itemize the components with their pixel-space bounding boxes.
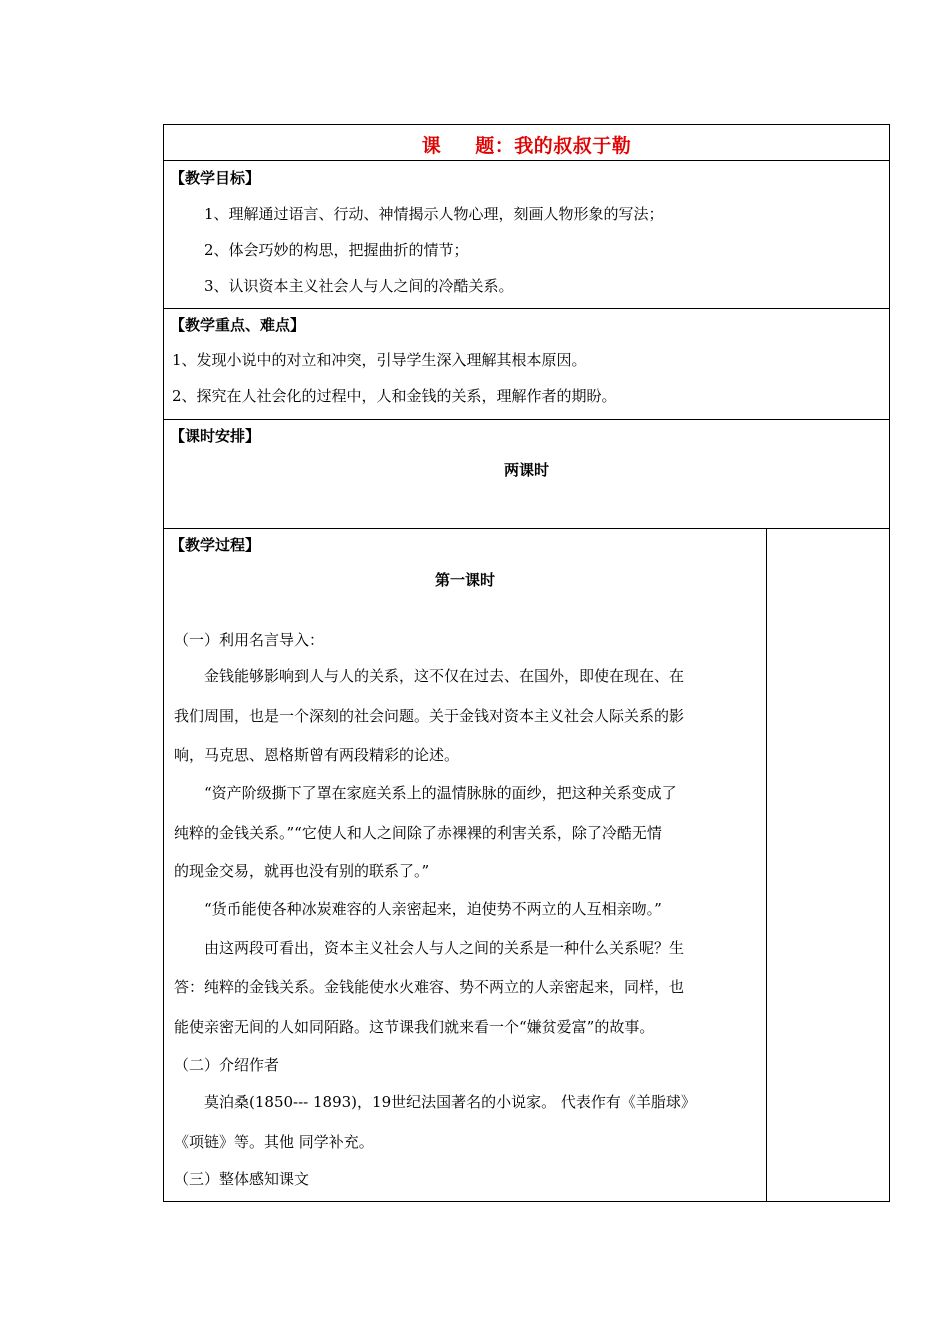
process-line: 我们周围，也是一个深刻的社会问题。关于金钱对资本主义社会人际关系的影 xyxy=(174,707,685,725)
process-line: 由这两段可看出，资本主义社会人与人之间的关系是一种什么关系呢？生 xyxy=(174,939,685,957)
process-line: 响，马克思、恩格斯曾有两段精彩的论述。 xyxy=(174,746,460,764)
process-line: 莫泊桑(1850--- 1893)，19世纪法国著名的小说家。 代表作有《羊脂球》 xyxy=(174,1093,696,1111)
process-line: 能使亲密无间的人如同陌路。这节课我们就来看一个“嫌贫爱富”的故事。 xyxy=(174,1018,655,1036)
session-title: 第一课时 xyxy=(434,571,495,589)
divider xyxy=(164,160,889,161)
process-line: 纯粹的金钱关系。”“它使人和人之间除了赤裸裸的利害关系，除了冷酷无情 xyxy=(174,824,662,842)
key-point-item: 1、发现小说中的对立和冲突，引导学生深入理解其根本原因。 xyxy=(172,351,587,369)
process-line: “资产阶级撕下了罩在家庭关系上的温情脉脉的面纱，把这种关系变成了 xyxy=(174,784,677,802)
process-line: （二）介绍作者 xyxy=(174,1056,280,1074)
process-line: （一）利用名言导入： xyxy=(174,631,325,649)
lesson-title xyxy=(164,131,889,158)
process-line: （三）整体感知课文 xyxy=(174,1170,310,1188)
divider xyxy=(164,528,889,529)
process-line: 《项链》等。其他 同学补充。 xyxy=(174,1133,374,1151)
divider xyxy=(164,419,889,420)
key-points-heading: 【教学重点、难点】 xyxy=(170,316,306,334)
key-point-item: 2、探究在人社会化的过程中，人和金钱的关系，理解作者的期盼。 xyxy=(172,387,617,405)
title-prefix: 课 xyxy=(421,135,442,157)
objective-item: 3、认识资本主义社会人与人之间的冷酷关系。 xyxy=(204,277,514,295)
process-line: “货币能使各种冰炭难容的人亲密起来，迫使势不两立的人互相亲吻。” xyxy=(174,900,662,918)
process-heading: 【教学过程】 xyxy=(170,536,261,554)
process-line: 的现金交易，就再也没有别的联系了。” xyxy=(174,862,430,880)
divider xyxy=(164,308,889,309)
column-divider xyxy=(766,528,767,1201)
process-line: 答：纯粹的金钱关系。金钱能使水火难容、势不两立的人亲密起来，同样，也 xyxy=(174,978,685,996)
objective-item: 2、体会巧妙的构思，把握曲折的情节； xyxy=(204,241,469,259)
title-suffix: 题：我的叔叔于勒 xyxy=(475,135,632,157)
schedule-value: 两课时 xyxy=(503,461,549,479)
objectives-heading: 【教学目标】 xyxy=(170,169,261,187)
lesson-plan-table xyxy=(163,124,890,1202)
objective-item: 1、理解通过语言、行动、神情揭示人物心理，刻画人物形象的写法； xyxy=(204,205,664,223)
schedule-heading: 【课时安排】 xyxy=(170,427,261,445)
process-line: 金钱能够影响到人与人的关系，这不仅在过去、在国外，即使在现在、在 xyxy=(174,667,685,685)
